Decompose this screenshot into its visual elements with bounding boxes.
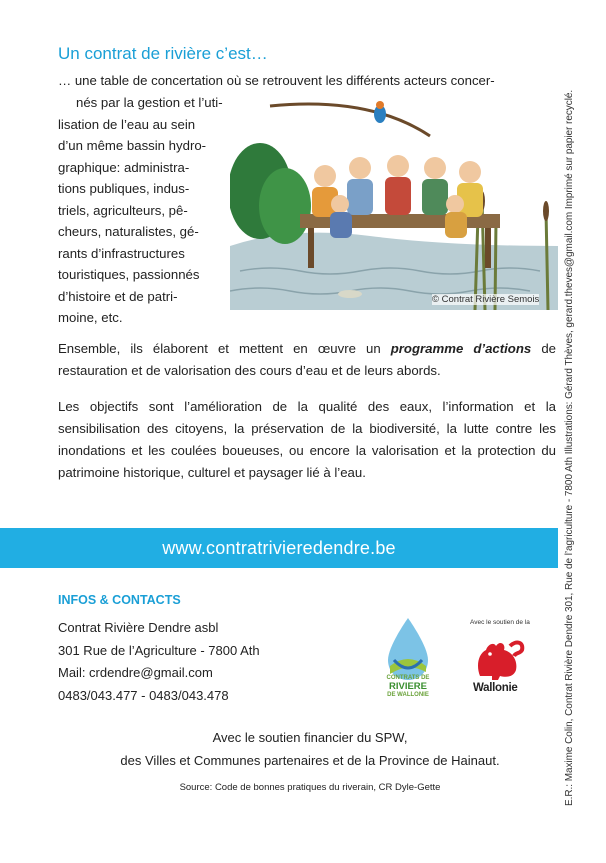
contact-address: 301 Rue de l’Agriculture - 7800 Ath [58, 642, 260, 658]
intro-line: d’histoire et de patri- [58, 288, 178, 304]
logo-text-line: DE WALLONIE [387, 692, 429, 698]
intro-line: lisation de l’eau au sein [58, 116, 196, 132]
website-banner[interactable]: www.contratrivieredendre.be [0, 528, 558, 568]
intro-line: graphique: administra- [58, 159, 190, 175]
logo-text-line: CONTRATS DE [386, 675, 430, 681]
paragraph-actions [58, 338, 556, 382]
paragraph-actions-emphasis: programme d’actions [390, 341, 532, 356]
wallonie-rooster-icon [470, 636, 526, 682]
illustration-credit: © Contrat Rivière Semois [432, 294, 540, 305]
contrats-de-riviere-logo-text [378, 675, 438, 699]
intro-line: nés par la gestion et l’uti- [76, 95, 223, 110]
intro-text-column [58, 92, 224, 329]
funding-line: des Villes et Communes partenaires et de la Province de Hainaut. [120, 753, 500, 768]
source-note: Source: Code de bonnes pratiques du riverain, CR Dyle-Gette [179, 782, 441, 793]
intro-line: tions publiques, indus- [58, 181, 190, 196]
paragraph-actions-tail: de restauration et de valorisation des cours d’eau et de leurs abords. [58, 341, 556, 378]
intro-line: rants d’infrastructures [58, 245, 185, 261]
intro-line: d’un même bassin hydro- [58, 138, 207, 153]
funding-statement [60, 726, 560, 772]
concertation-table-illustration [230, 96, 558, 310]
section-heading: Un contrat de rivière c’est… [58, 44, 268, 63]
paragraph-objectives: Les objectifs sont l’amélioration de la qualité des eaux, l’information et la sensibilisation des citoyens, la préservation de la biodiversité, la lutte contre les inondations et les coulées boueuses, ou encore la valorisation et la protection du patrimoine historique, culturel et paysager lié à l’eau. [58, 399, 556, 480]
contact-phones: 0483/043.477 - 0483/043.478 [58, 687, 229, 703]
intro-line: cheurs, naturalistes, gé- [58, 224, 199, 239]
wallonie-wordmark: Wallonie [473, 682, 518, 694]
intro-line: moine, etc. [58, 310, 123, 325]
intro-first-line: … une table de concertation où se retrouvent les différents acteurs concer- [58, 73, 495, 88]
wallonie-support-text: Avec le soutien de la [470, 619, 530, 626]
contact-mail[interactable]: Mail: crdendre@gmail.com [58, 665, 213, 680]
intro-line: triels, agriculteurs, pê- [58, 202, 188, 218]
paragraph-actions-lead: Ensemble, ils élaborent et mettent en œuvre un [58, 341, 391, 356]
contact-org: Contrat Rivière Dendre asbl [58, 620, 219, 635]
contact-block [58, 617, 260, 707]
funding-line: Avec le soutien financier du SPW, [212, 730, 408, 745]
intro-line: touristiques, passionnés [58, 267, 200, 282]
infos-contacts-title: INFOS & CONTACTS [58, 593, 181, 607]
logo-text-line: RIVIERE [388, 681, 427, 692]
publisher-side-text: E.R.: Maxime Colin, Contrat Rivière Dendre 301, Rue de l’agriculture - 7800 Ath Illustrations: Gérard Thèves, gerard.theves@gmail.com Imprimé sur papier recyclé. [564, 89, 575, 806]
